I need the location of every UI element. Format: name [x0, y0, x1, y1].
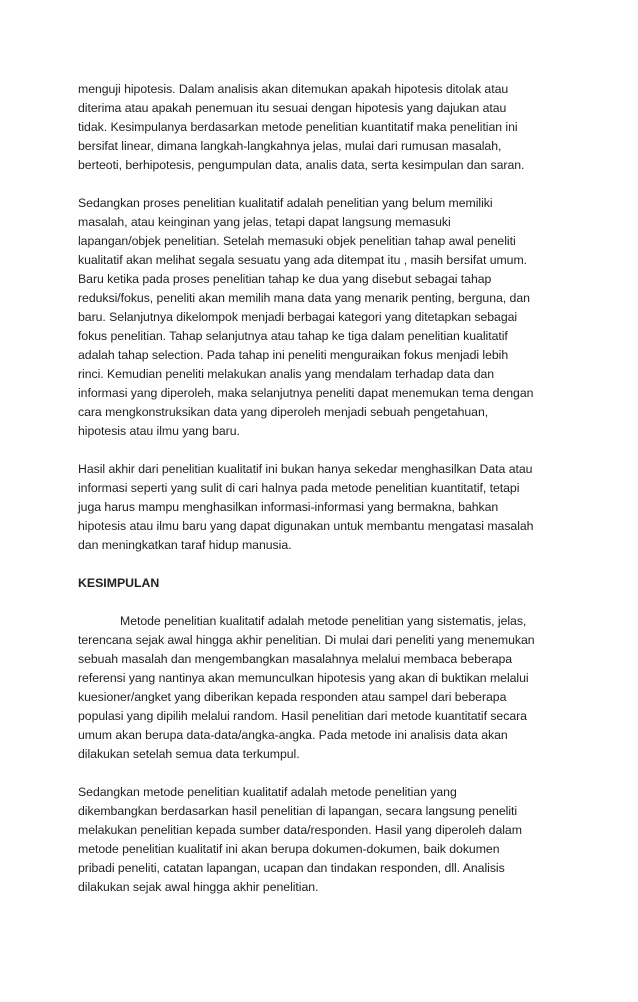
text-line: diterima atau apakah penemuan itu sesuai dengan hipotesis yang dajukan atau: [78, 101, 507, 115]
text-line: bersifat linear, dimana langkah-langkahnya jelas, mulai dari rumusan masalah,: [78, 139, 502, 153]
text-line: informasi seperti yang sulit di cari halnya pada metode penelitian kuantitatif, tetapi: [78, 481, 520, 495]
text-line: reduksi/fokus, peneliti akan memilih mana data yang menarik penting, berguna, dan: [78, 291, 530, 305]
paragraph-conclusion-quantitative: [78, 612, 578, 764]
section-heading: KESIMPULAN: [78, 576, 160, 590]
text-line: juga harus mampu menghasilkan informasi-informasi yang bermakna, bahkan: [78, 500, 499, 514]
text-line: pribadi peneliti, catatan lapangan, ucapan dan tindakan responden, dll. Analisis: [78, 861, 505, 875]
paragraph-qualitative-result: [78, 460, 578, 555]
text-line: Metode penelitian kualitatif adalah metode penelitian yang sistematis, jelas,: [120, 614, 527, 628]
text-line: Sedangkan proses penelitian kualitatif adalah penelitian yang belum memiliki: [78, 196, 493, 210]
text-line: populasi yang dipilih melalui random. Hasil penelitian dari metode kuantitatif secara: [78, 709, 527, 723]
text-line: lapangan/objek penelitian. Setelah memasuki objek penelitian tahap awal peneliti: [78, 234, 516, 248]
text-line: referensi yang nantinya akan memunculkan hipotesis yang akan di buktikan melalui: [78, 671, 529, 685]
text-line: dikembangkan berdasarkan hasil penelitian di lapangan, secara langsung peneliti: [78, 804, 518, 818]
text-line: informasi yang diperoleh, maka selanjutnya peneliti dapat menemukan tema dengan: [78, 386, 534, 400]
text-line: tidak. Kesimpulanya berdasarkan metode penelitian kuantitatif maka penelitian ini: [78, 120, 518, 134]
text-line: baru. Selanjutnya dikelompok menjadi berbagai kategori yang ditetapkan sebagai: [78, 310, 518, 324]
text-line: terencana sejak awal hingga akhir penelitian. Di mulai dari peneliti yang menemukan: [78, 633, 535, 647]
paragraph-conclusion-qualitative: [78, 783, 578, 897]
paragraph-gap: [78, 593, 578, 612]
text-line: sebuah masalah dan mengembangkan masalahnya melalui membaca beberapa: [78, 652, 513, 666]
text-line: metode penelitian kualitatif ini akan berupa dokumen-dokumen, baik dokumen: [78, 842, 500, 856]
paragraph-gap: [78, 441, 578, 460]
text-line: cara mengkonstruksikan data yang diperoleh menjadi sebuah pengetahuan,: [78, 405, 489, 419]
text-line: Baru ketika pada proses penelitian tahap ke dua yang disebut sebagai tahap: [78, 272, 492, 286]
text-line: menguji hipotesis. Dalam analisis akan ditemukan apakah hipotesis ditolak atau: [78, 82, 509, 96]
paragraph-quantitative-summary: [78, 80, 578, 175]
text-line: umum akan berupa data-data/angka-angka. Pada metode ini analisis data akan: [78, 728, 508, 742]
text-line: fokus penelitian. Tahap selanjutnya atau tahap ke tiga dalam penelitian kualitatif: [78, 329, 508, 343]
text-line: rinci. Kemudian peneliti melakukan analis yang mendalam terhadap data dan: [78, 367, 495, 381]
text-line: hipotesis atau ilmu baru yang dapat digunakan untuk membantu mengatasi masalah: [78, 519, 534, 533]
paragraph-gap: [78, 764, 578, 783]
paragraph-qualitative-process: [78, 194, 578, 441]
text-line: masalah, atau keinginan yang jelas, tetapi dapat langsung memasuki: [78, 215, 451, 229]
paragraph-gap: [78, 175, 578, 194]
document-page: [78, 80, 578, 897]
text-line: kuesioner/angket yang diberikan kepada responden atau sampel dari beberapa: [78, 690, 507, 704]
text-line: dilakukan sejak awal hingga akhir penelitian.: [78, 880, 319, 894]
text-line: dan meningkatkan taraf hidup manusia.: [78, 538, 292, 552]
text-line: adalah tahap selection. Pada tahap ini peneliti menguraikan fokus menjadi lebih: [78, 348, 509, 362]
text-line: hipotesis atau ilmu yang baru.: [78, 424, 240, 438]
text-line: Sedangkan metode penelitian kualitatif adalah metode penelitian yang: [78, 785, 457, 799]
text-line: Hasil akhir dari penelitian kualitatif ini bukan hanya sekedar menghasilkan Data atau: [78, 462, 533, 476]
text-line: kualitatif akan melihat segala sesuatu yang ada ditempat itu , masih bersifat umum.: [78, 253, 528, 267]
paragraph-gap: [78, 555, 578, 574]
text-line: melakukan penelitian kepada sumber data/responden. Hasil yang diperoleh dalam: [78, 823, 522, 837]
text-line: dilakukan setelah semua data terkumpul.: [78, 747, 300, 761]
text-line: berteoti, berhipotesis, pengumpulan data, analis data, serta kesimpulan dan saran.: [78, 158, 525, 172]
